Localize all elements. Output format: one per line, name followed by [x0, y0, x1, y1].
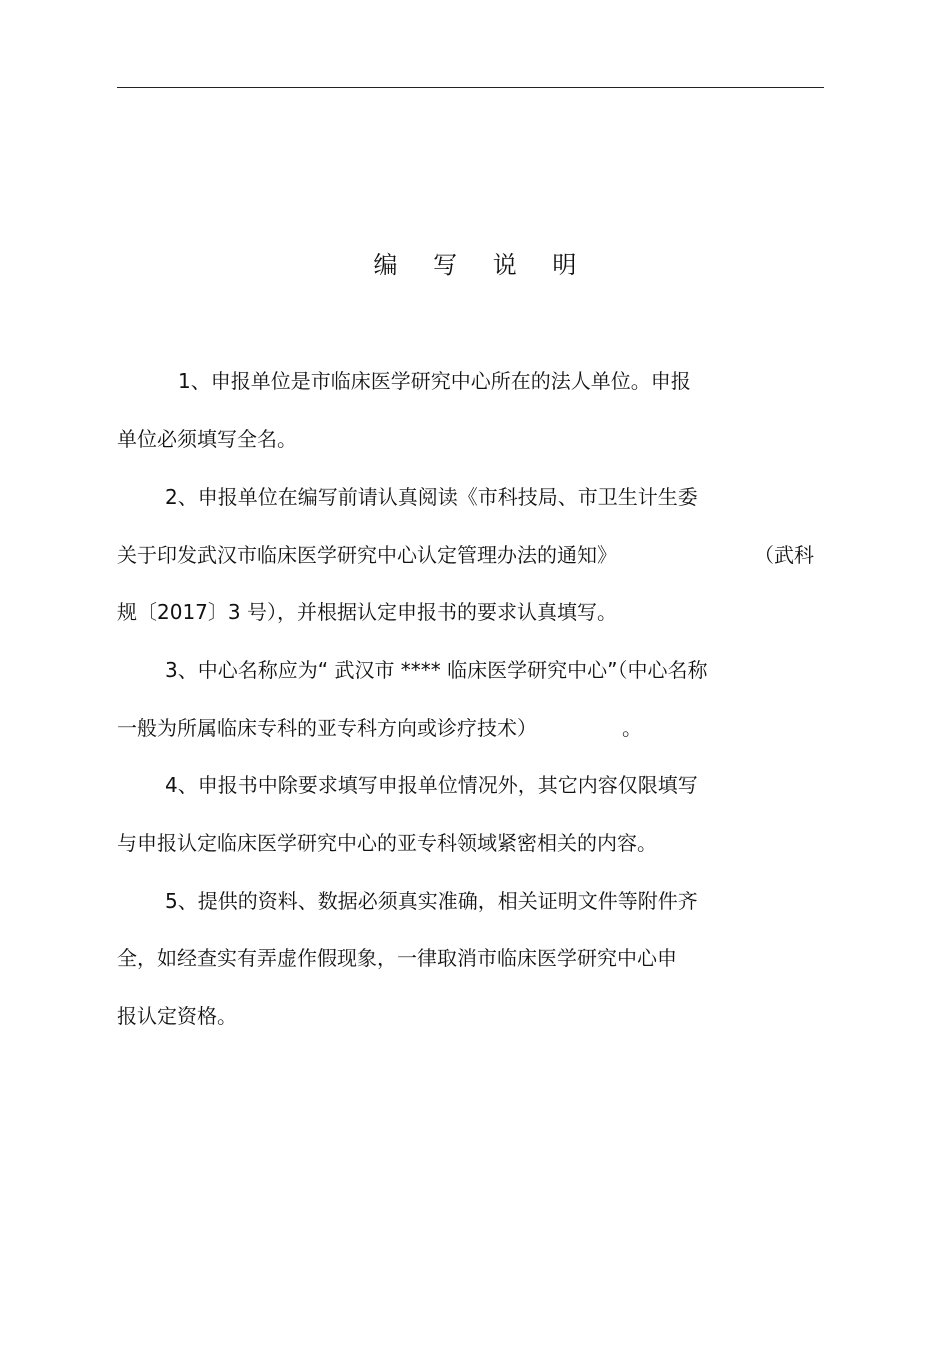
top-rule [117, 87, 824, 88]
item-2-line-3: 规〔2017〕3 号），并根据认定申报书的要求认真填写。 [117, 600, 617, 624]
item-4-line-1: 4、申报书中除要求填写申报单位情况外，其它内容仅限填写 [165, 773, 698, 797]
item-2-line-2: 关于印发武汉市临床医学研究中心认定管理办法的通知》 [117, 543, 617, 567]
item-3-line-2: 一般为所属临床专科的亚专科方向或诊疗技术） [117, 716, 537, 740]
item-4-line-2: 与申报认定临床医学研究中心的亚专科领域紧密相关的内容。 [117, 831, 657, 855]
item-2-line-2-tail: （武科 [754, 543, 814, 567]
item-2-line-1: 2、申报单位在编写前请认真阅读《市科技局、市卫生计生委 [165, 485, 698, 509]
item-5-line-2: 全，如经查实有弄虚作假现象，一律取消市临床医学研究中心申 [117, 946, 677, 970]
item-3-line-1: 3、中心名称应为“ 武汉市 **** 临床医学研究中心”（中心名称 [165, 658, 708, 682]
document-title: 编 写 说 明 [373, 251, 591, 279]
item-5-line-3: 报认定资格。 [117, 1004, 237, 1028]
item-1-line-1: 1、申报单位是市临床医学研究中心所在的法人单位。申报 [178, 369, 691, 393]
item-3-period: 。 [622, 716, 642, 740]
item-1-line-2: 单位必须填写全名。 [117, 427, 297, 451]
item-5-line-1: 5、提供的资料、数据必须真实准确，相关证明文件等附件齐 [165, 889, 698, 913]
